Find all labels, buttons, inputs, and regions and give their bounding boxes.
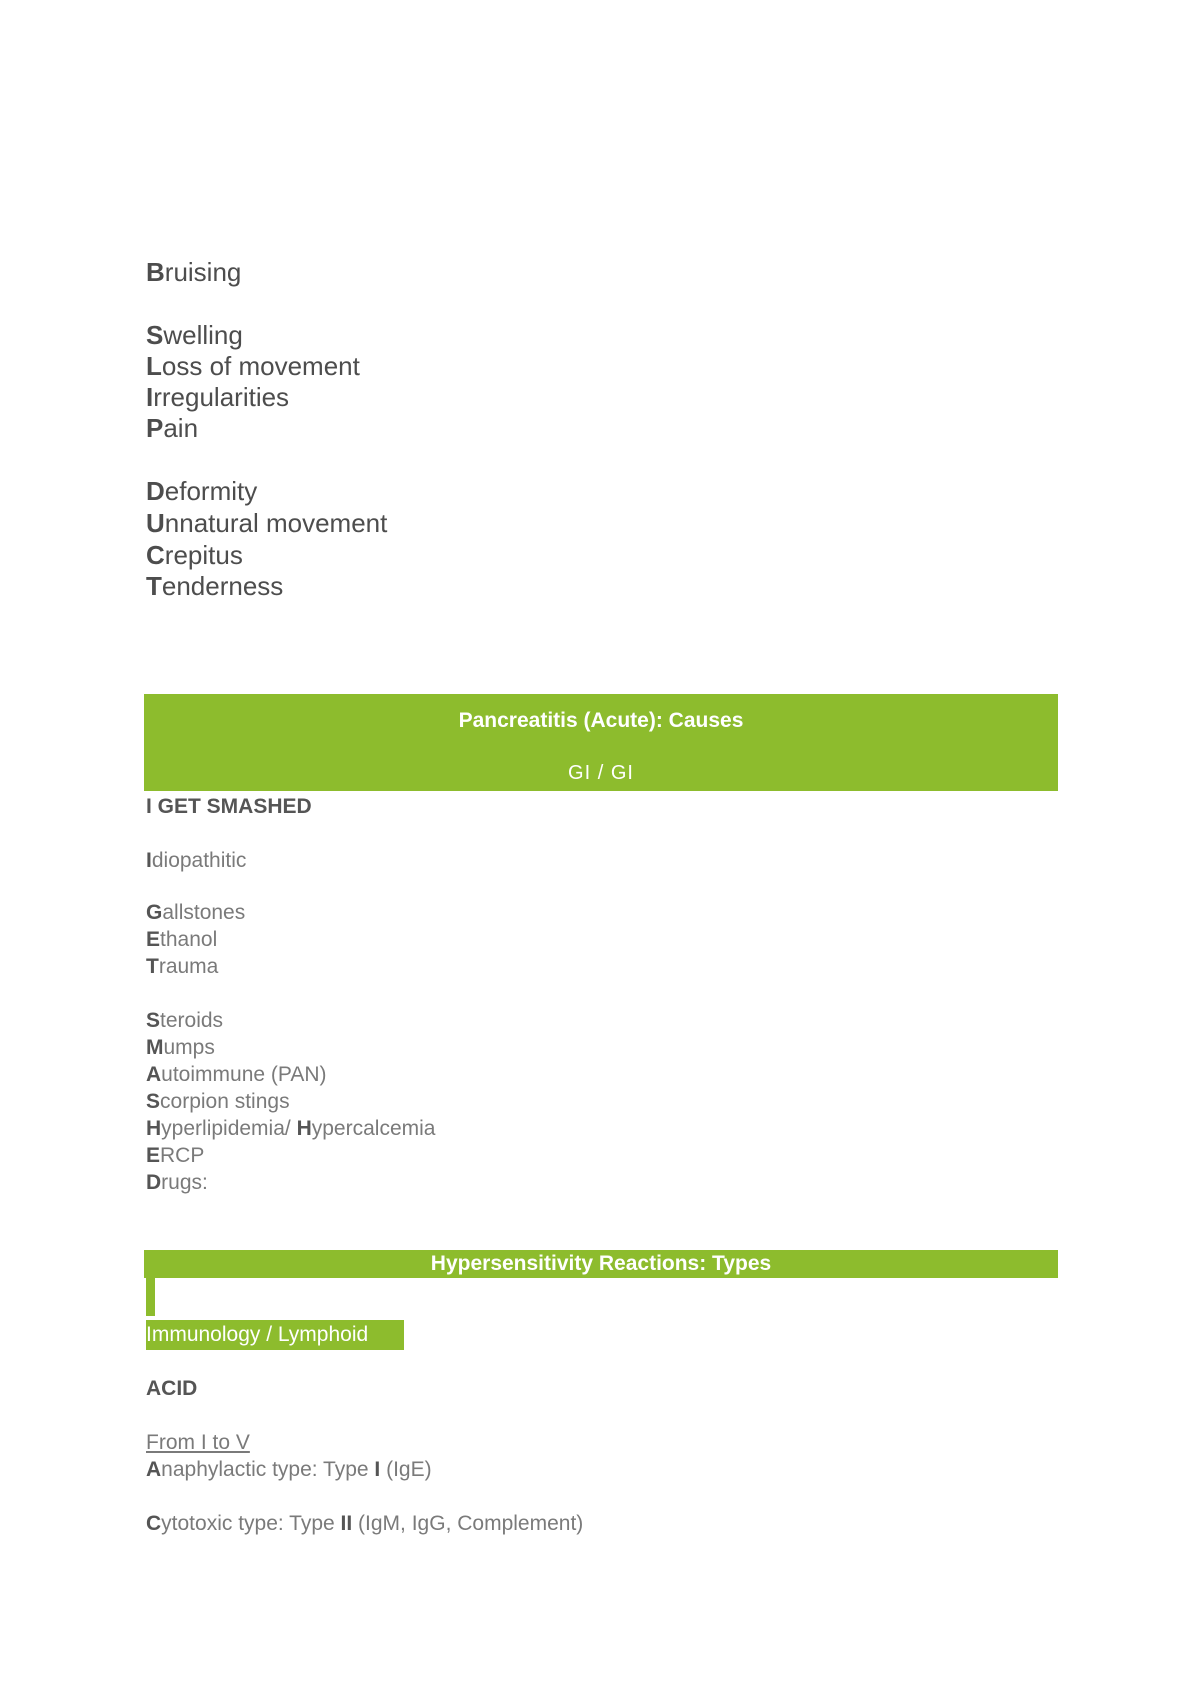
list-item: Drugs: — [146, 1171, 208, 1194]
list-item: Unnatural movement — [146, 508, 388, 538]
list-item: Idiopathitic — [146, 849, 247, 872]
list-item: Ethanol — [146, 928, 218, 951]
section-title: Pancreatitis (Acute): Causes — [458, 709, 744, 732]
divider — [146, 1278, 155, 1316]
section-category: Immunology / Lymphoid — [146, 1320, 404, 1350]
list-item: Swelling — [146, 320, 243, 350]
list-item: Mumps — [146, 1036, 215, 1059]
list-item: Anaphylactic type: Type I (IgE) — [146, 1458, 432, 1481]
list-item: Gallstones — [146, 901, 246, 924]
mnemonic-title: I GET SMASHED — [146, 795, 312, 818]
list-item: Trauma — [146, 955, 219, 978]
list-item: Steroids — [146, 1009, 224, 1032]
list-item: Tenderness — [146, 571, 284, 601]
list-item: Crepitus — [146, 540, 243, 570]
section-title: Hypersensitivity Reactions: Types — [430, 1252, 772, 1275]
mnemonic-title: ACID — [146, 1377, 198, 1400]
subtitle-link[interactable]: From I to V — [146, 1431, 250, 1454]
list-item: Hyperlipidemia/ Hypercalcemia — [146, 1117, 436, 1140]
list-item: Scorpion stings — [146, 1090, 290, 1113]
list-item: ERCP — [146, 1144, 205, 1167]
list-item: Bruising — [146, 257, 242, 287]
list-item: Pain — [146, 413, 199, 443]
section-header-hypersensitivity — [144, 1250, 1058, 1278]
list-item: Deformity — [146, 476, 258, 506]
list-item: Autoimmune (PAN) — [146, 1063, 327, 1086]
section-header-pancreatitis — [144, 694, 1058, 791]
list-item: Irregularities — [146, 382, 290, 412]
list-item: Loss of movement — [146, 351, 360, 381]
section-category: GI / GI — [568, 762, 634, 784]
list-item: Cytotoxic type: Type II (IgM, IgG, Complement) — [146, 1512, 584, 1535]
